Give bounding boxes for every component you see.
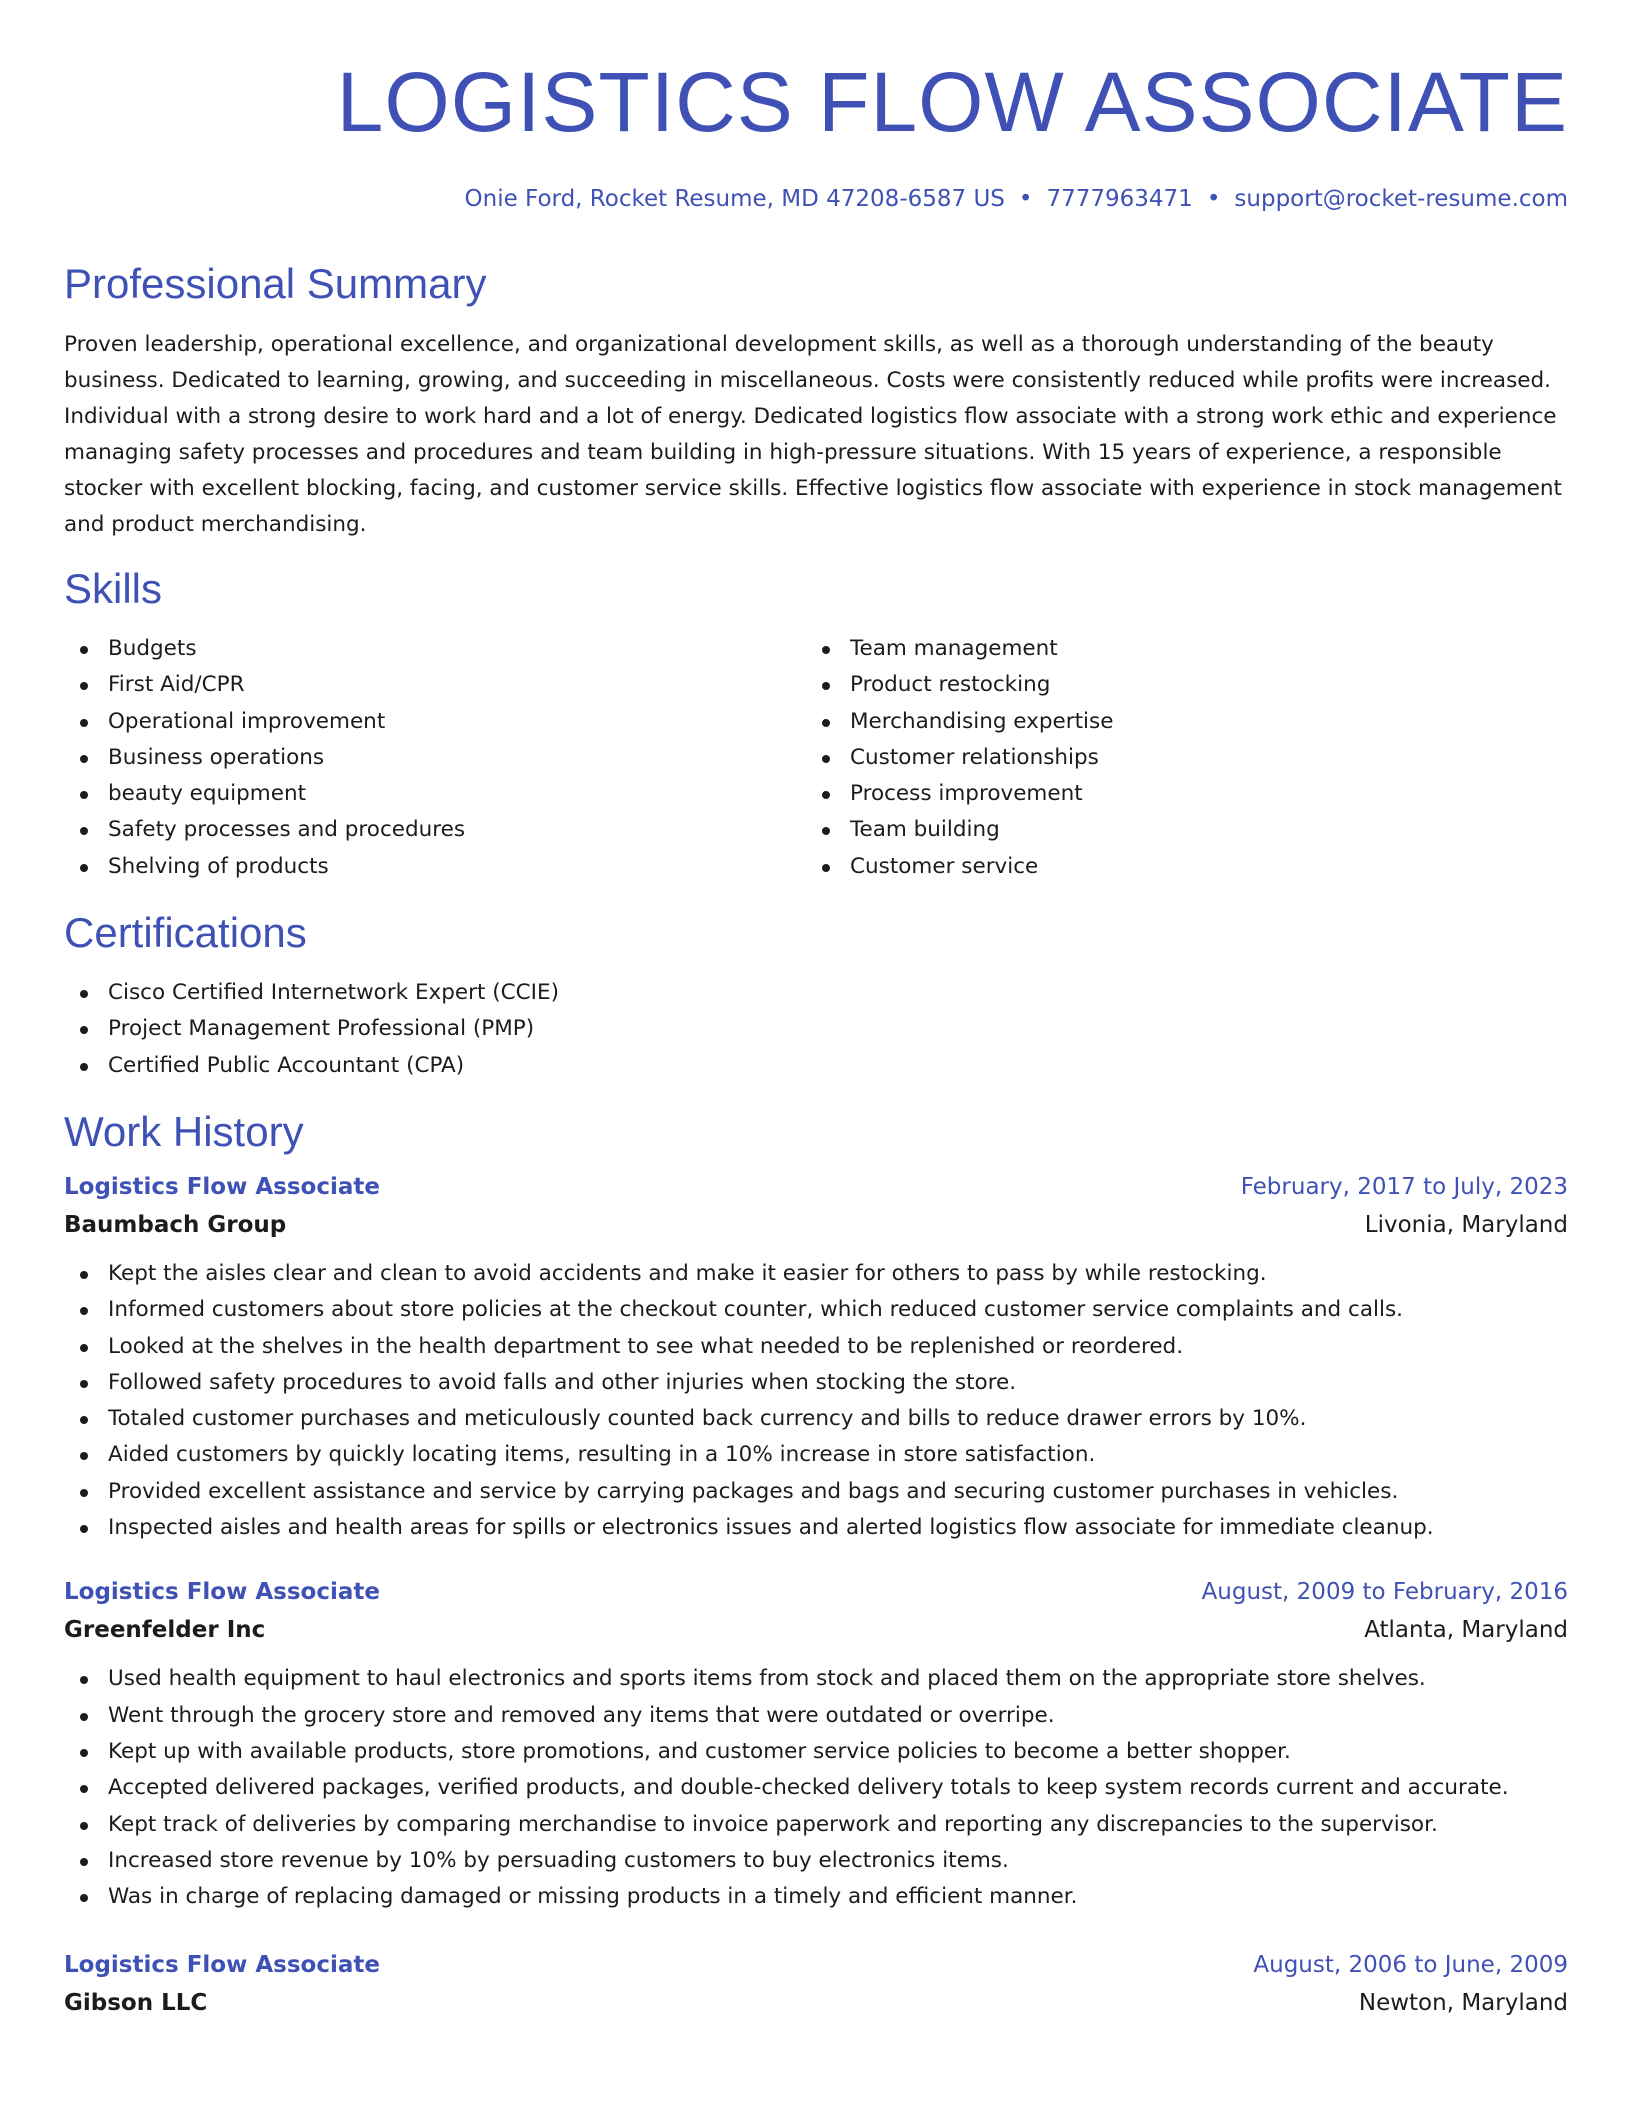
skill-item: Product restocking (806, 667, 1548, 703)
job-dates: February, 2017 to July, 2023 (1240, 1173, 1568, 1200)
skill-item: beauty equipment (64, 776, 806, 812)
certifications-heading: Certifications (64, 909, 307, 957)
resume-title: LOGISTICS FLOW ASSOCIATE (336, 55, 1568, 149)
summary-heading: Professional Summary (64, 260, 487, 307)
contact-line (64, 183, 1568, 215)
job-duty: Informed customers about store policies at the checkout counter, which reduced customer service complaints and calls. (64, 1292, 1568, 1328)
skill-item: Shelving of products (64, 849, 806, 885)
job-duty: Accepted delivered packages, verified products, and double-checked delivery totals to keep system records current and accurate. (64, 1770, 1568, 1806)
certification-item: Project Management Professional (PMP) (64, 1011, 1568, 1047)
job-duty: Kept track of deliveries by comparing merchandise to invoice paperwork and reporting any discrepancies to the supervisor. (64, 1807, 1568, 1843)
work-history-heading: Work History (64, 1107, 304, 1155)
job-duty: Provided excellent assistance and service by carrying packages and bags and securing customer purchases in vehicles. (64, 1474, 1568, 1510)
skill-item: Budgets (64, 631, 806, 667)
contact-email: support@rocket-resume.com (1234, 186, 1568, 212)
job-company: Baumbach Group (64, 1211, 287, 1238)
job-entry (64, 1947, 1568, 2023)
job-duties (64, 1256, 1568, 1546)
job-company: Greenfelder Inc (64, 1617, 266, 1644)
skill-item: Customer service (806, 849, 1548, 885)
skill-item: First Aid/CPR (64, 667, 806, 703)
contact-separator: • (1206, 186, 1221, 212)
certification-item: Certified Public Accountant (CPA) (64, 1048, 1568, 1084)
job-dates: August, 2006 to June, 2009 (1253, 1952, 1568, 1979)
certification-item: Cisco Certified Internetwork Expert (CCIE) (64, 975, 1568, 1011)
job-role: Logistics Flow Associate (64, 1173, 380, 1200)
skill-item: Process improvement (806, 776, 1548, 812)
skill-item: Team management (806, 631, 1548, 667)
skills-list (64, 631, 1568, 885)
job-header (64, 1169, 1568, 1205)
skill-item: Business operations (64, 740, 806, 776)
summary-text: Proven leadership, operational excellence, and organizational development skills, as well as a thorough understanding of the beauty business. Dedicated to learning, growing, and succeeding in miscellaneous. Costs were consistently reduced while profits were increased. Individual with a strong desire to work hard and a lot of energy. Dedicated logistics flow associate with a strong work ethic and experience managing safety processes and procedures and team building in high-pressure situations. With 15 years of experience, a responsible stocker with excellent blocking, facing, and customer service skills. Effective logistics flow associate with experience in stock management and product merchandising. (64, 332, 1562, 537)
skill-item: Merchandising expertise (806, 704, 1548, 740)
job-role: Logistics Flow Associate (64, 1952, 380, 1979)
job-duty: Kept the aisles clear and clean to avoid accidents and make it easier for others to pass by while restocking. (64, 1256, 1568, 1292)
job-duty: Aided customers by quickly locating items, resulting in a 10% increase in store satisfaction. (64, 1437, 1568, 1473)
job-duty: Kept up with available products, store promotions, and customer service policies to become a better shopper. (64, 1734, 1568, 1770)
job-duties (64, 1661, 1568, 1915)
contact-phone: 7777963471 (1046, 186, 1193, 212)
job-header (64, 1574, 1568, 1610)
job-duty: Used health equipment to haul electronics and sports items from stock and placed them on the appropriate store shelves. (64, 1661, 1568, 1697)
job-duty: Looked at the shelves in the health department to see what needed to be replenished or reordered. (64, 1329, 1568, 1365)
job-duty: Totaled customer purchases and meticulously counted back currency and bills to reduce drawer errors by 10%. (64, 1401, 1568, 1437)
job-location: Atlanta, Maryland (1364, 1617, 1568, 1644)
certifications-list (64, 975, 1568, 1084)
skills-column-left (64, 631, 806, 885)
job-location: Newton, Maryland (1358, 1990, 1568, 2017)
skill-item: Safety processes and procedures (64, 812, 806, 848)
skills-heading: Skills (64, 565, 163, 612)
job-entry (64, 1169, 1568, 1546)
job-company: Gibson LLC (64, 1990, 208, 2017)
job-duty: Inspected aisles and health areas for spills or electronics issues and alerted logistics flow associate for immediate cleanup. (64, 1510, 1568, 1546)
skills-column-right (806, 631, 1548, 885)
job-subheader (64, 1983, 1568, 2023)
job-dates: August, 2009 to February, 2016 (1201, 1579, 1568, 1606)
job-subheader (64, 1610, 1568, 1650)
job-duty: Followed safety procedures to avoid falls and other injuries when stocking the store. (64, 1365, 1568, 1401)
job-subheader (64, 1205, 1568, 1245)
resume-page (64, 0, 1568, 2023)
contact-address: Onie Ford, Rocket Resume, MD 47208-6587 US (464, 186, 1005, 212)
skill-item: Customer relationships (806, 740, 1548, 776)
job-duty: Increased store revenue by 10% by persuading customers to buy electronics items. (64, 1843, 1568, 1879)
skill-item: Operational improvement (64, 704, 806, 740)
job-duty: Went through the grocery store and removed any items that were outdated or overripe. (64, 1698, 1568, 1734)
job-role: Logistics Flow Associate (64, 1579, 380, 1606)
job-header (64, 1947, 1568, 1983)
skill-item: Team building (806, 812, 1548, 848)
job-location: Livonia, Maryland (1364, 1211, 1568, 1238)
contact-separator: • (1018, 186, 1033, 212)
job-entry (64, 1574, 1568, 1915)
job-duty: Was in charge of replacing damaged or missing products in a timely and efficient manner. (64, 1879, 1568, 1915)
